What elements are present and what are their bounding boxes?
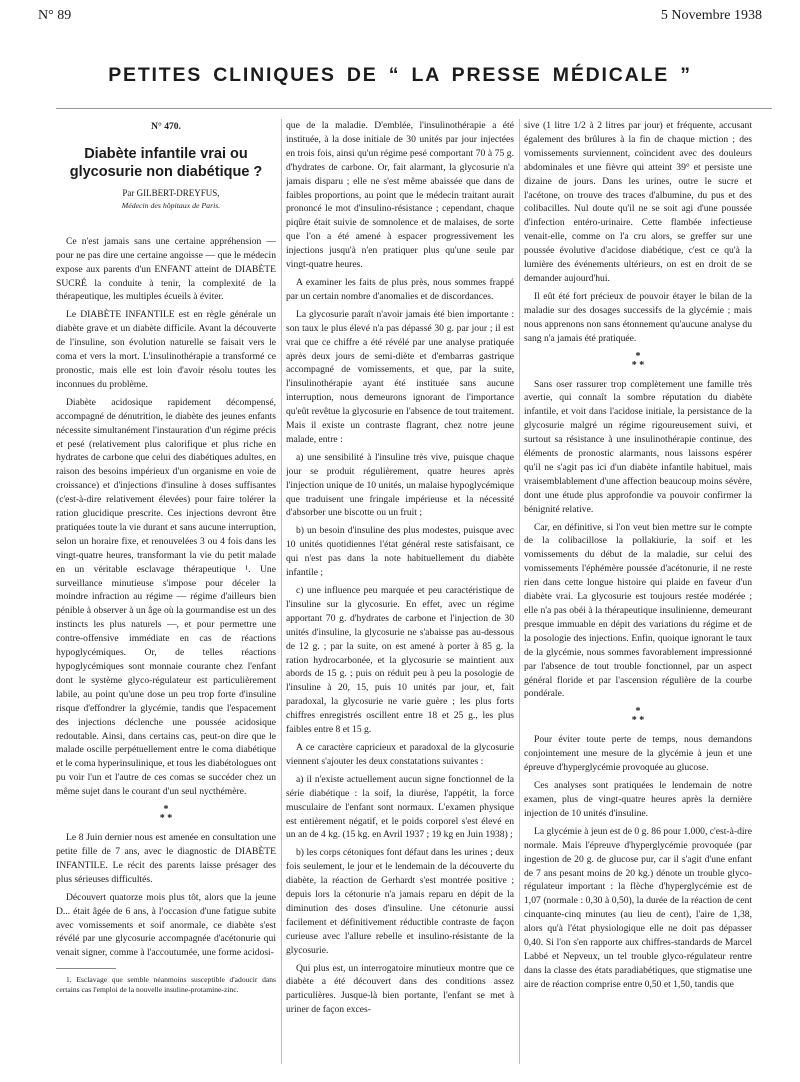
issue-number: N° 89 <box>38 8 72 23</box>
paragraph: Car, en définitive, si l'on veut bien mettre sur le compte de la colibacillose la pollakiurie, la soif et les vomissements du début de la maladie, sur celui des vomissements l'éphémère poussée d'acétonurie, il ne reste rien dans cette longue histoire qui plaide en faveur d'un diabète vrai. La glycosurie est toujours restée modérée ; elle n'a pas obéi à la thérapeutique insulinienne, demeurant presque immuable en dépit des variations du régime et de la posologie des injections. Enfin, quoique ignorant le taux de la glycémie, nous sommes favorablement impressionné par l'absence de tout trouble fonctionnel, par un aspect général floride et par l'ascension régulière de la courbe pondérale. <box>524 521 752 700</box>
issue-date: 5 Novembre 1938 <box>660 8 762 23</box>
article-affiliation: Médecin des hôpitaux de Paris. <box>121 200 221 210</box>
column-1 <box>56 119 276 1069</box>
paragraph: sive (1 litre 1/2 à 2 litres par jour) et fréquente, accusant également des brûlures à la fin de chaque miction ; des vomissements surviennent, coïncident avec des douleurs abdominales et une fièvre qui atteint 39° et persiste une dizaine de jours. Dans les urines, outre le sucre et l'acétone, on trouve des traces d'albumine, du pus et des colibacilles. Nul doute qu'il ne se soit agi d'une poussée d'infection entéro-urinaire. Cette flambée infectieuse venait-elle, comme on l'a cru alors, se greffer sur une poussée évolutive d'acidose diabétique, c'est ce qu'à la lumière des événements ultérieurs, on est en droit de se demander aujourd'hui. <box>524 120 752 284</box>
article-byline: Par GILBERT-DREYFUS, <box>122 187 220 198</box>
column-3 <box>524 119 752 1069</box>
article-title: Diabète infantile vrai ou glycosurie non diabétique ? <box>69 145 263 180</box>
paragraph: Il eût été fort précieux de pouvoir étayer le bilan de la maladie sur des dosages successifs de la glycémie ; mais nous apprenons non sans étonnement qu'aucune analyse du sang n'a jamais été pratiquée. <box>524 290 752 344</box>
footnote-rule <box>56 968 116 969</box>
paragraph: Le DIABÈTE INFANTILE est en règle générale un diabète grave et un diabète difficile. Avant la découverte de l'insuline, son évolution naturelle se faisait vers le coma et vers la mort. L'insulinothérapie a transformé ce pronostic, mais elle est loin d'avoir résolu toutes les inconnues du problème. <box>56 309 276 390</box>
paragraph: b) les corps cétoniques font défaut dans les urines ; deux fois seulement, le jour et le lendemain de la découverte du diabète, la réaction de Gerhardt s'est montrée positive ; depuis lors la cétonurie n'a jamais reparu en dépit de la diminution des doses d'insuline. Une cétonurie aussi facilement et définitivement réductible contraste de façon curieuse avec l'allure rebelle et insulino-résistante de la glycosurie. <box>286 847 514 956</box>
section-separator: * * * <box>631 706 645 727</box>
column-divider <box>281 119 282 1064</box>
paragraph: Ce n'est jamais sans une certaine appréhension — pour ne pas dire une certaine angoisse — que le médecin expose aux parents d'un ENFANT atteint de DIABÈTE SUCRÉ la conduite à tenir, la complexité de la thérapeutique, les multiples écueils à éviter. <box>56 235 276 303</box>
column-2 <box>286 119 514 1069</box>
paragraph: La glycosurie paraît n'avoir jamais été bien importante : son taux le plus élevé n'a pas dépassé 30 g. par jour ; il est vrai que ce chiffre a été révélé par une analyse pratiquée après deux jours de semi-diète et d'embarras gastrique accompagné de vomissements, et que, par la suite, l'insulinothérapie ayant été instituée sans aucune interruption, nous demeurons ignorant de l'importance qu'eût revêtue la glycosurie en l'absence de tout traitement. Mais il existe un contraste flagrant, chez notre jeune malade, entre : <box>286 308 514 445</box>
paragraph: Ces analyses sont pratiquées le lendemain de notre examen, plus de vingt-quatre heures après la dernière injection de 10 unités d'insuline. <box>524 780 752 819</box>
paragraph: La glycémie à jeun est de 0 g. 86 pour 1.000, c'est-à-dire normale. Mais l'épreuve d'hyperglycémie provoquée (par ingestion de 20 g. de glucose pur, car il s'agit d'une enfant de 7 ans pesant moins de 20 kg.) dénote un trouble glyco-régulateur important : la flèche d'hyperglycémie est de 1,07 (normale : 0,30 à 0,50), la durée de la réaction de cent cinquante-cinq minutes (au lieu de cent), l'aire de 1,38, alors qu'à l'état physiologique elle ne doit pas dépasser 0,40. Si l'on s'en rapporte aux chiffres-standards de Marcel Labbé et Nepveux, un tel trouble glyco-régulateur rentre dans la classe des états paradiabétiques, que stigmatise une aire de réaction comprise entre 0,50 et 1,50, tandis que <box>524 825 752 990</box>
paragraph: Sans oser rassurer trop complètement une famille très avertie, qui connaît la sombre réputation du diabète infantile, et voit dans l'acidose initiale, la persistance de la glycosurie malgré un régime rigoureusement suivi, et surtout sa résistance à une insulinothérapie continue, des éléments de pronostic alarmants, nous laissons espérer qu'il ne s'agit pas ici d'un diabète infantile habituel, mais vraisemblablement d'une affection beaucoup moins sévère, dont une étude plus approfondie va pouvoir confirmer la bénignité relative. <box>524 378 752 515</box>
paragraph: Le 8 Juin dernier nous est amenée en consultation une petite fille de 7 ans, avec le diagnostic de DIABÈTE INFANTILE. Le récit des parents laisse présager des plus sérieuses difficultés. <box>56 832 276 885</box>
masthead-title: PETITES CLINIQUES DE “ LA PRESSE MÉDICALE ” <box>108 64 692 86</box>
paragraph: que de la maladie. D'emblée, l'insulinothérapie a été instituée, à la dose initiale de 30 unités par jour injectées en trois fois, ainsi qu'un régime pesé comportant 70 à 75 g. d'hydrates de carbone. Or, fait alarmant, la glycosurie n'a jamais disparu ; elle ne s'est même abaissée que dans de faibles proportions, au point que le médecin traitant aurait prononcé le mot d'insulino-résistance ; cependant, chaque piqûre était suivie de somnolence et de malaises, de sorte que l'on a été amené à espacer progressivement les injections jusqu'à n'en pratiquer plus qu'une seule par vingt-quatre heures. <box>286 120 514 271</box>
paragraph: Découvert quatorze mois plus tôt, alors que la jeune D... était âgée de 6 ans, à l'occasion d'une fatigue subite avec vomissements et soif anormale, ce diabète s'est révélé par une glycosurie accompagnée d'acétonurie qui venait signer, comme à l'accoutumée, une forme acidosi- <box>56 891 276 959</box>
paragraph: Qui plus est, un interrogatoire minutieux montre que ce diabète a été découvert dans des conditions assez particulières. Jusque-là bien portante, l'enfant se met à uriner de façon exces- <box>286 962 514 1016</box>
paragraph: Pour éviter toute perte de temps, nous demandons conjointement une mesure de la glycémie à jeun et une épreuve d'hyperglycémie provoquée au glucose. <box>524 734 752 774</box>
paragraph: c) une influence peu marquée et peu caractéristique de l'insuline sur la glycosurie. En effet, avec un régime apportant 70 g. d'hydrates de carbone et l'injection de 30 unités d'insuline, la glycosurie ne s'abaisse pas au-dessous de 12 g. ; par la suite, on est amené à porter à 85 g. la ration hydrocarbonée, et la glycosurie se maintient aux abords de 15 g. ; puis on réduit peu à peu la posologie de l'insuline à 20, 15, puis 10 unités par jour, et, fait paradoxal, la glycosurie ne varie guère ; les plus forts chiffres enregistrés oscillent entre 18 et 25 g., les plus faibles entre 8 et 15 g. <box>286 585 514 736</box>
paragraph: a) une sensibilité à l'insuline très vive, puisque chaque jour se produit régulièrement, quatre heures après l'injection unique de 10 unités, un malaise hypoglycémique que traduisent une fringale impérieuse et la nécessité d'absorber une biscotte ou un fruit ; <box>286 451 514 519</box>
paragraph: b) un besoin d'insuline des plus modestes, puisque avec 10 unités quotidiennes l'état général reste satisfaisant, ce qui n'est pas dans la note habituellement du diabète infantile ; <box>286 525 514 579</box>
paragraph: a) il n'existe actuellement aucun signe fonctionnel de la série diabétique : la soif, la diurèse, l'appétit, la force musculaire de l'enfant sont normaux. L'examen physique est entièrement négatif, et le poids corporel s'est élevé en un an de 4 kg. (15 kg. en Avril 1937 ; 19 kg en Juin 1938) ; <box>286 773 514 841</box>
column-divider <box>519 119 520 1064</box>
footnote: 1. Esclavage que semble néanmoins susceptible d'adoucir dans certains cas l'emploi de la nouvelle insuline-protamine-zinc. <box>56 975 276 995</box>
paragraph: Diabète acidosique rapidement décompensé, accompagné de dénutrition, le diabète des jeunes enfants nécessite simultanément l'instauration d'un régime précis et pesé (relativement plus calorifique et plus riche en hydrates de carbone que celui des diabétiques adultes, en raison des besoins impérieux d'un organisme en voie de croissance) et d'injections d'insuline à doses suffisantes (c'est-à-dire relativement élevées) pour faire tolérer la ration glucidique prescrite. Ces injections devront être pratiquées toute la vie durant et sans aucune interruption, selon un horaire fixe, et renouvelées 3 ou 4 fois dans les vingt-quatre heures, transformant la vie du petit malade en un véritable esclavage thérapeutique ¹. Une surveillance minutieuse s'impose pour déceler la moindre infraction au régime — régime d'ailleurs bien pénible à observer à un âge où la gourmandise est un des instincts les plus naturels —, et pour permettre une contre-offensive immédiate en cas de réactions hypoglycémiques. Or, de telles réactions hypoglycémiques sont monnaie courante chez l'enfant dont le système glyco-régulateur est particulièrement labile, au point qu'une dose un peu trop forte d'insuline risque d'effondrer la glycémie, tandis que l'espacement des injections déclenche une poussée acidosique redoutable. Ainsi, dans certains cas, peut-on dire que le malade oscille perpétuellement entre le coma diabétique et le coma hyperinsulinique, et tous les diabétologues ont pu voir l'un et l'autre de ces comas se succéder chez un même sujet dans le courant d'un seul nycthémère. <box>56 396 276 798</box>
page-header <box>38 8 762 30</box>
masthead-rule <box>56 108 772 109</box>
paragraph: A ce caractère capricieux et paradoxal de la glycosurie viennent s'ajouter les deux constatations suivantes : <box>286 741 514 767</box>
article-number: N° 470. <box>151 122 181 132</box>
section-separator: * * * <box>631 350 645 371</box>
paragraph: A examiner les faits de plus près, nous sommes frappé par un certain nombre d'anomalies et de discordances. <box>286 276 514 302</box>
section-separator: * * * <box>159 804 173 825</box>
